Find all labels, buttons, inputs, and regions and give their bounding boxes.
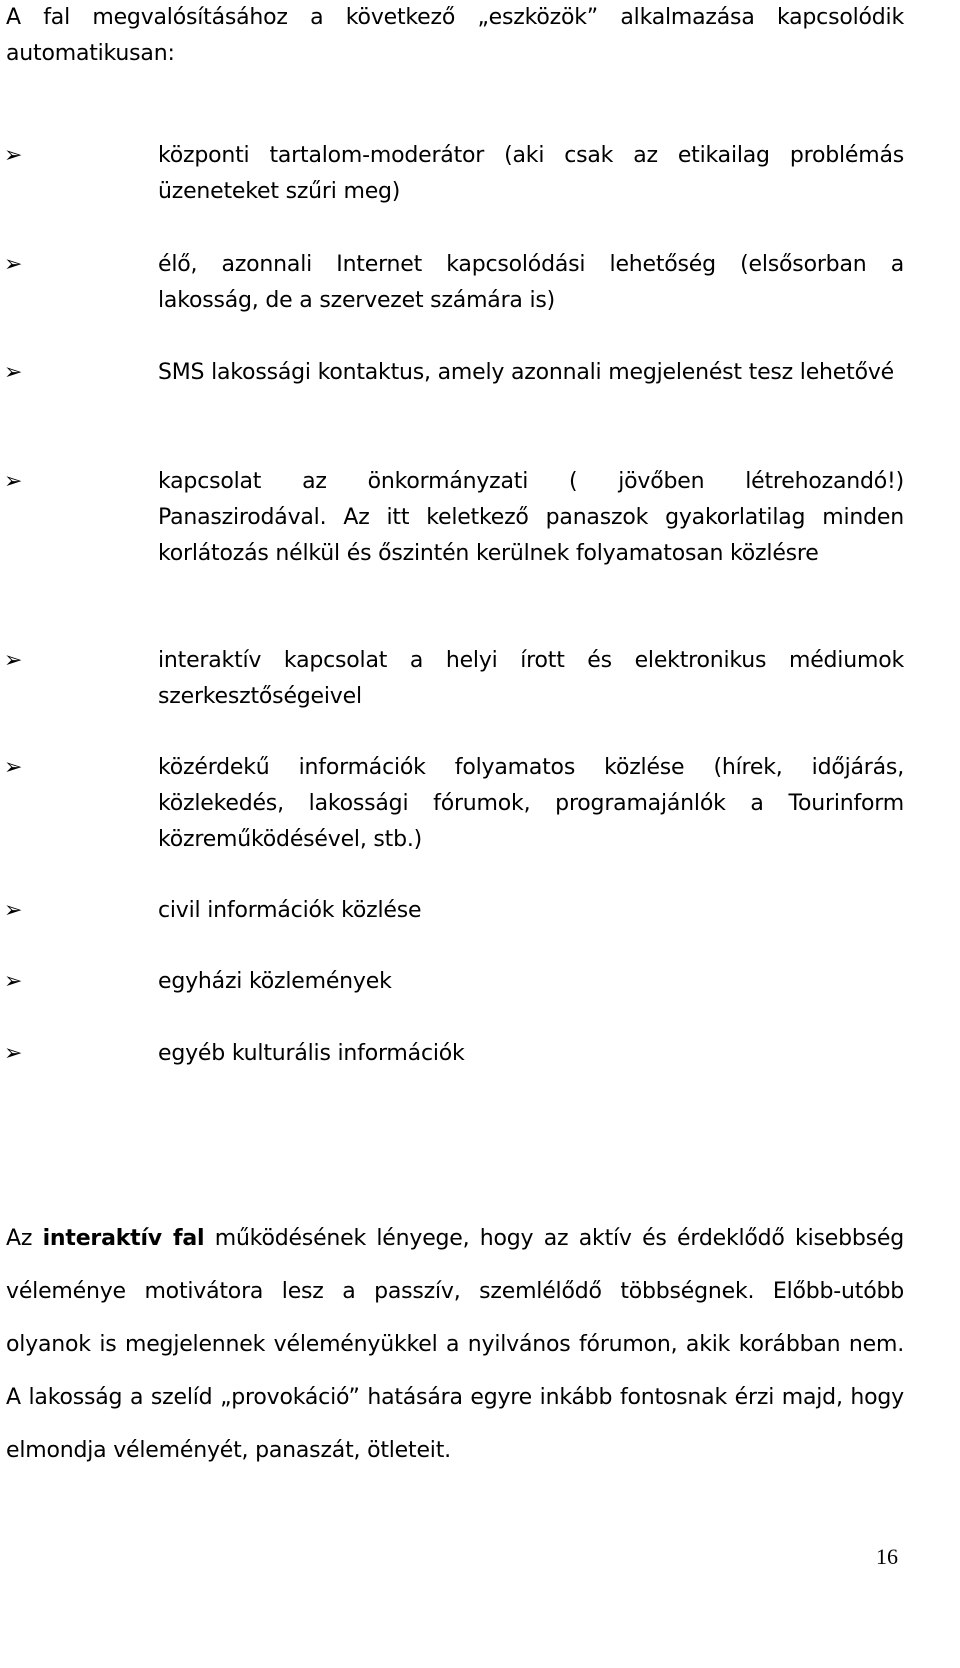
arrow-bullet-icon: ➢: [4, 898, 23, 923]
list-item-text: civil információk közlése: [158, 898, 422, 923]
arrow-bullet-icon: ➢: [4, 143, 23, 168]
arrow-bullet-icon: ➢: [4, 648, 23, 673]
arrow-bullet-icon: ➢: [4, 969, 23, 994]
arrow-bullet-icon: ➢: [4, 469, 23, 494]
arrow-bullet-icon: ➢: [4, 252, 23, 277]
arrow-bullet-icon: ➢: [4, 1041, 23, 1066]
list-item-text: egyházi közlemények: [158, 969, 392, 994]
list-item-text: SMS lakossági kontaktus, amely azonnali megjelenést tesz lehetővé: [158, 360, 894, 385]
arrow-bullet-icon: ➢: [4, 755, 23, 780]
list-item-text: élő, azonnali Internet kapcsolódási lehetőség (elsősorban a lakosság, de a szervezet számára is): [158, 252, 904, 313]
closing-highlight: interaktív fal: [42, 1226, 205, 1251]
intro-paragraph: A fal megvalósításához a következő „eszközök” alkalmazása kapcsolódik automatikusan:: [6, 5, 904, 66]
list-item-text: központi tartalom-moderátor (aki csak az etikailag problémás üzeneteket szűri meg): [158, 143, 904, 204]
list-item-text: kapcsolat az önkormányzati ( jövőben létrehozandó!) Panaszirodával. Az itt keletkező panaszok gyakorlatilag minden korlátozás nélkül és őszintén kerülnek folyamatosan közlésre: [158, 469, 904, 566]
closing-paragraph: [6, 1212, 904, 1477]
list-item-text: interaktív kapcsolat a helyi írott és elektronikus médiumok szerkesztőségeivel: [158, 648, 904, 709]
list-item-text: közérdekű információk folyamatos közlése (hírek, időjárás, közlekedés, lakossági fórumok, programajánlók a Tourinform közreműködésével, stb.): [158, 755, 904, 852]
page-number: 16: [876, 1544, 898, 1569]
arrow-bullet-icon: ➢: [4, 360, 23, 385]
closing-rest: működésének lényege, hogy az aktív és érdeklődő kisebbség véleménye motivátora lesz a passzív, szemlélődő többségnek. Előbb-utóbb olyanok is megjelennek véleményükkel a nyilvános fórumon, akik korábban nem. A lakosság a szelíd „provokáció” hatására egyre inkább fontosnak érzi majd, hogy elmondja véleményét, panaszát, ötleteit.: [6, 1226, 904, 1463]
closing-lead: Az: [6, 1226, 43, 1251]
list-item-text: egyéb kulturális információk: [158, 1041, 465, 1066]
